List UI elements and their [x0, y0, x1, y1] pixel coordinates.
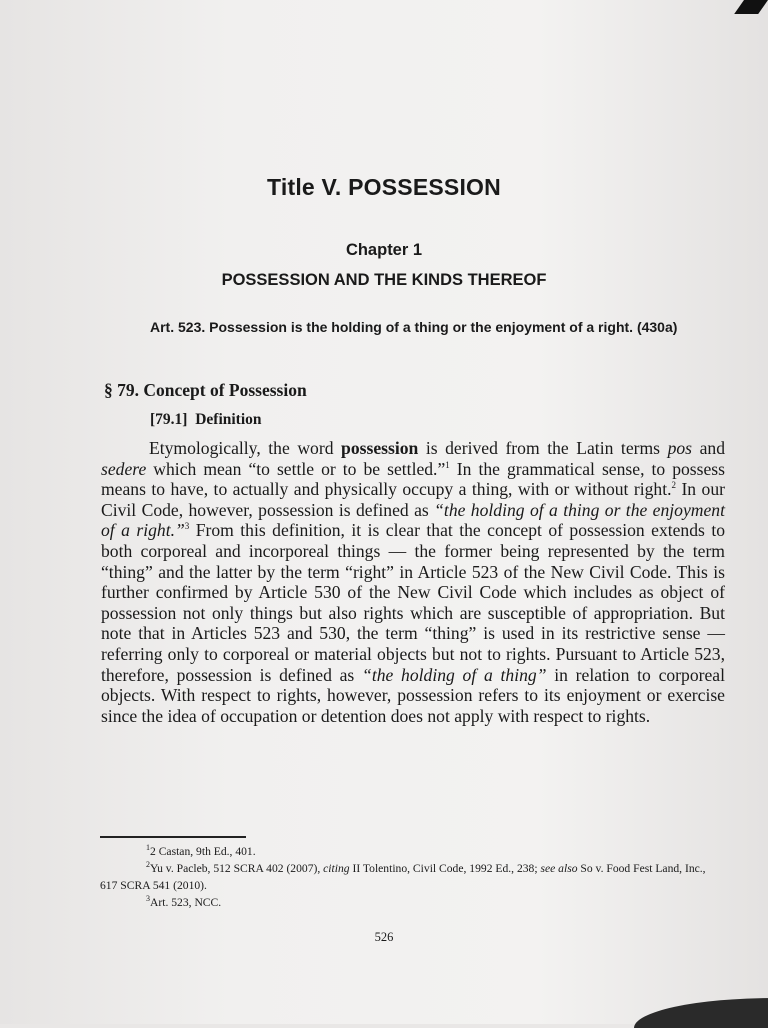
- footnote-reference: 2: [671, 480, 677, 491]
- chapter-title: POSSESSION AND THE KINDS THEREOF: [221, 271, 547, 289]
- footnote-item: [100, 894, 724, 911]
- body-text-run: From this definition, it is clear that the concept of possession extends to both corporeal and incorporeal things — the former being represented by the term “thing” and the latter by the term “right” in Article 523 of the New Civil Code. This is further confirmed by Article 530 of the New Civil Code which includes as object of possession not only things but also rights which are susceptible of appropriation. But note that in Articles 523 and 530, the term “thing” is used in its restrictive sense — referring only to corporeal or material objects but not to rights. Pursuant to Article 523, therefore, possession is defined as: [101, 520, 726, 685]
- footnote-text: So v. Food Fest Land, Inc., 617 SCRA 541 (2010).: [100, 862, 706, 892]
- body-text-run: In our Civil Code, however, possession is defined as: [101, 479, 725, 520]
- body-bold-term: possession: [341, 438, 419, 458]
- footnote-reference: 3: [184, 521, 190, 532]
- body-italic-term: pos: [667, 438, 693, 458]
- footnote-item: [100, 860, 724, 894]
- body-text-run: which mean “to settle or to be settled.”: [146, 458, 446, 479]
- article-text: Art. 523. Possession is the holding of a thing or the enjoyment of a right. (430a): [150, 319, 678, 335]
- footnote-text: 2 Castan, 9th Ed., 401.: [150, 845, 256, 858]
- body-italic-term: sedere: [101, 458, 147, 479]
- body-text-run: and: [692, 438, 725, 458]
- footnote-number: 3: [146, 894, 150, 904]
- footnote-number: 2: [146, 860, 150, 870]
- footnote-reference: 1: [445, 459, 450, 470]
- body-text-run: in relation to corporeal objects. With respect to rights, however, possession refers to its enjoyment or exercise since the idea of occupation or detention does not apply with respect to rights.: [101, 664, 725, 726]
- subsection-number: [79.1]: [150, 411, 188, 428]
- body-text-run: is derived from the Latin terms: [418, 438, 668, 458]
- chapter-label: Chapter 1: [345, 241, 423, 259]
- footnote-text: Art. 523, NCC.: [150, 896, 222, 909]
- footnote-text: Yu v. Pacleb, 512 SCRA 402 (2007),: [150, 862, 324, 875]
- title-heading: Title V. POSSESSION: [267, 174, 501, 200]
- body-text-run: Etymologically, the word: [149, 438, 342, 458]
- subsection-title: Definition: [195, 411, 262, 428]
- footnote-divider: [100, 836, 246, 838]
- body-paragraph: [101, 438, 725, 726]
- footnote-number: 1: [146, 843, 150, 853]
- footnote-item: [100, 843, 724, 860]
- footnote-text: II Tolentino, Civil Code, 1992 Ed., 238;: [349, 862, 541, 875]
- body-text-run: In the grammatical sense, to possess means to have, to actually and physically occupy a thing, with or without right.: [101, 458, 725, 500]
- footnote-italic: citing: [323, 862, 350, 875]
- dark-corner-edge: [734, 0, 768, 14]
- body-italic-quote: “the holding of a thing”: [362, 664, 547, 685]
- section-heading: § 79. Concept of Possession: [104, 380, 307, 400]
- footnotes: [100, 843, 724, 911]
- footnote-italic: see also: [540, 862, 578, 875]
- page-number: 526: [374, 930, 394, 944]
- body-italic-quote: “the holding of a thing or the enjoyment of a right.”: [101, 499, 725, 541]
- subsection-heading: [150, 411, 262, 429]
